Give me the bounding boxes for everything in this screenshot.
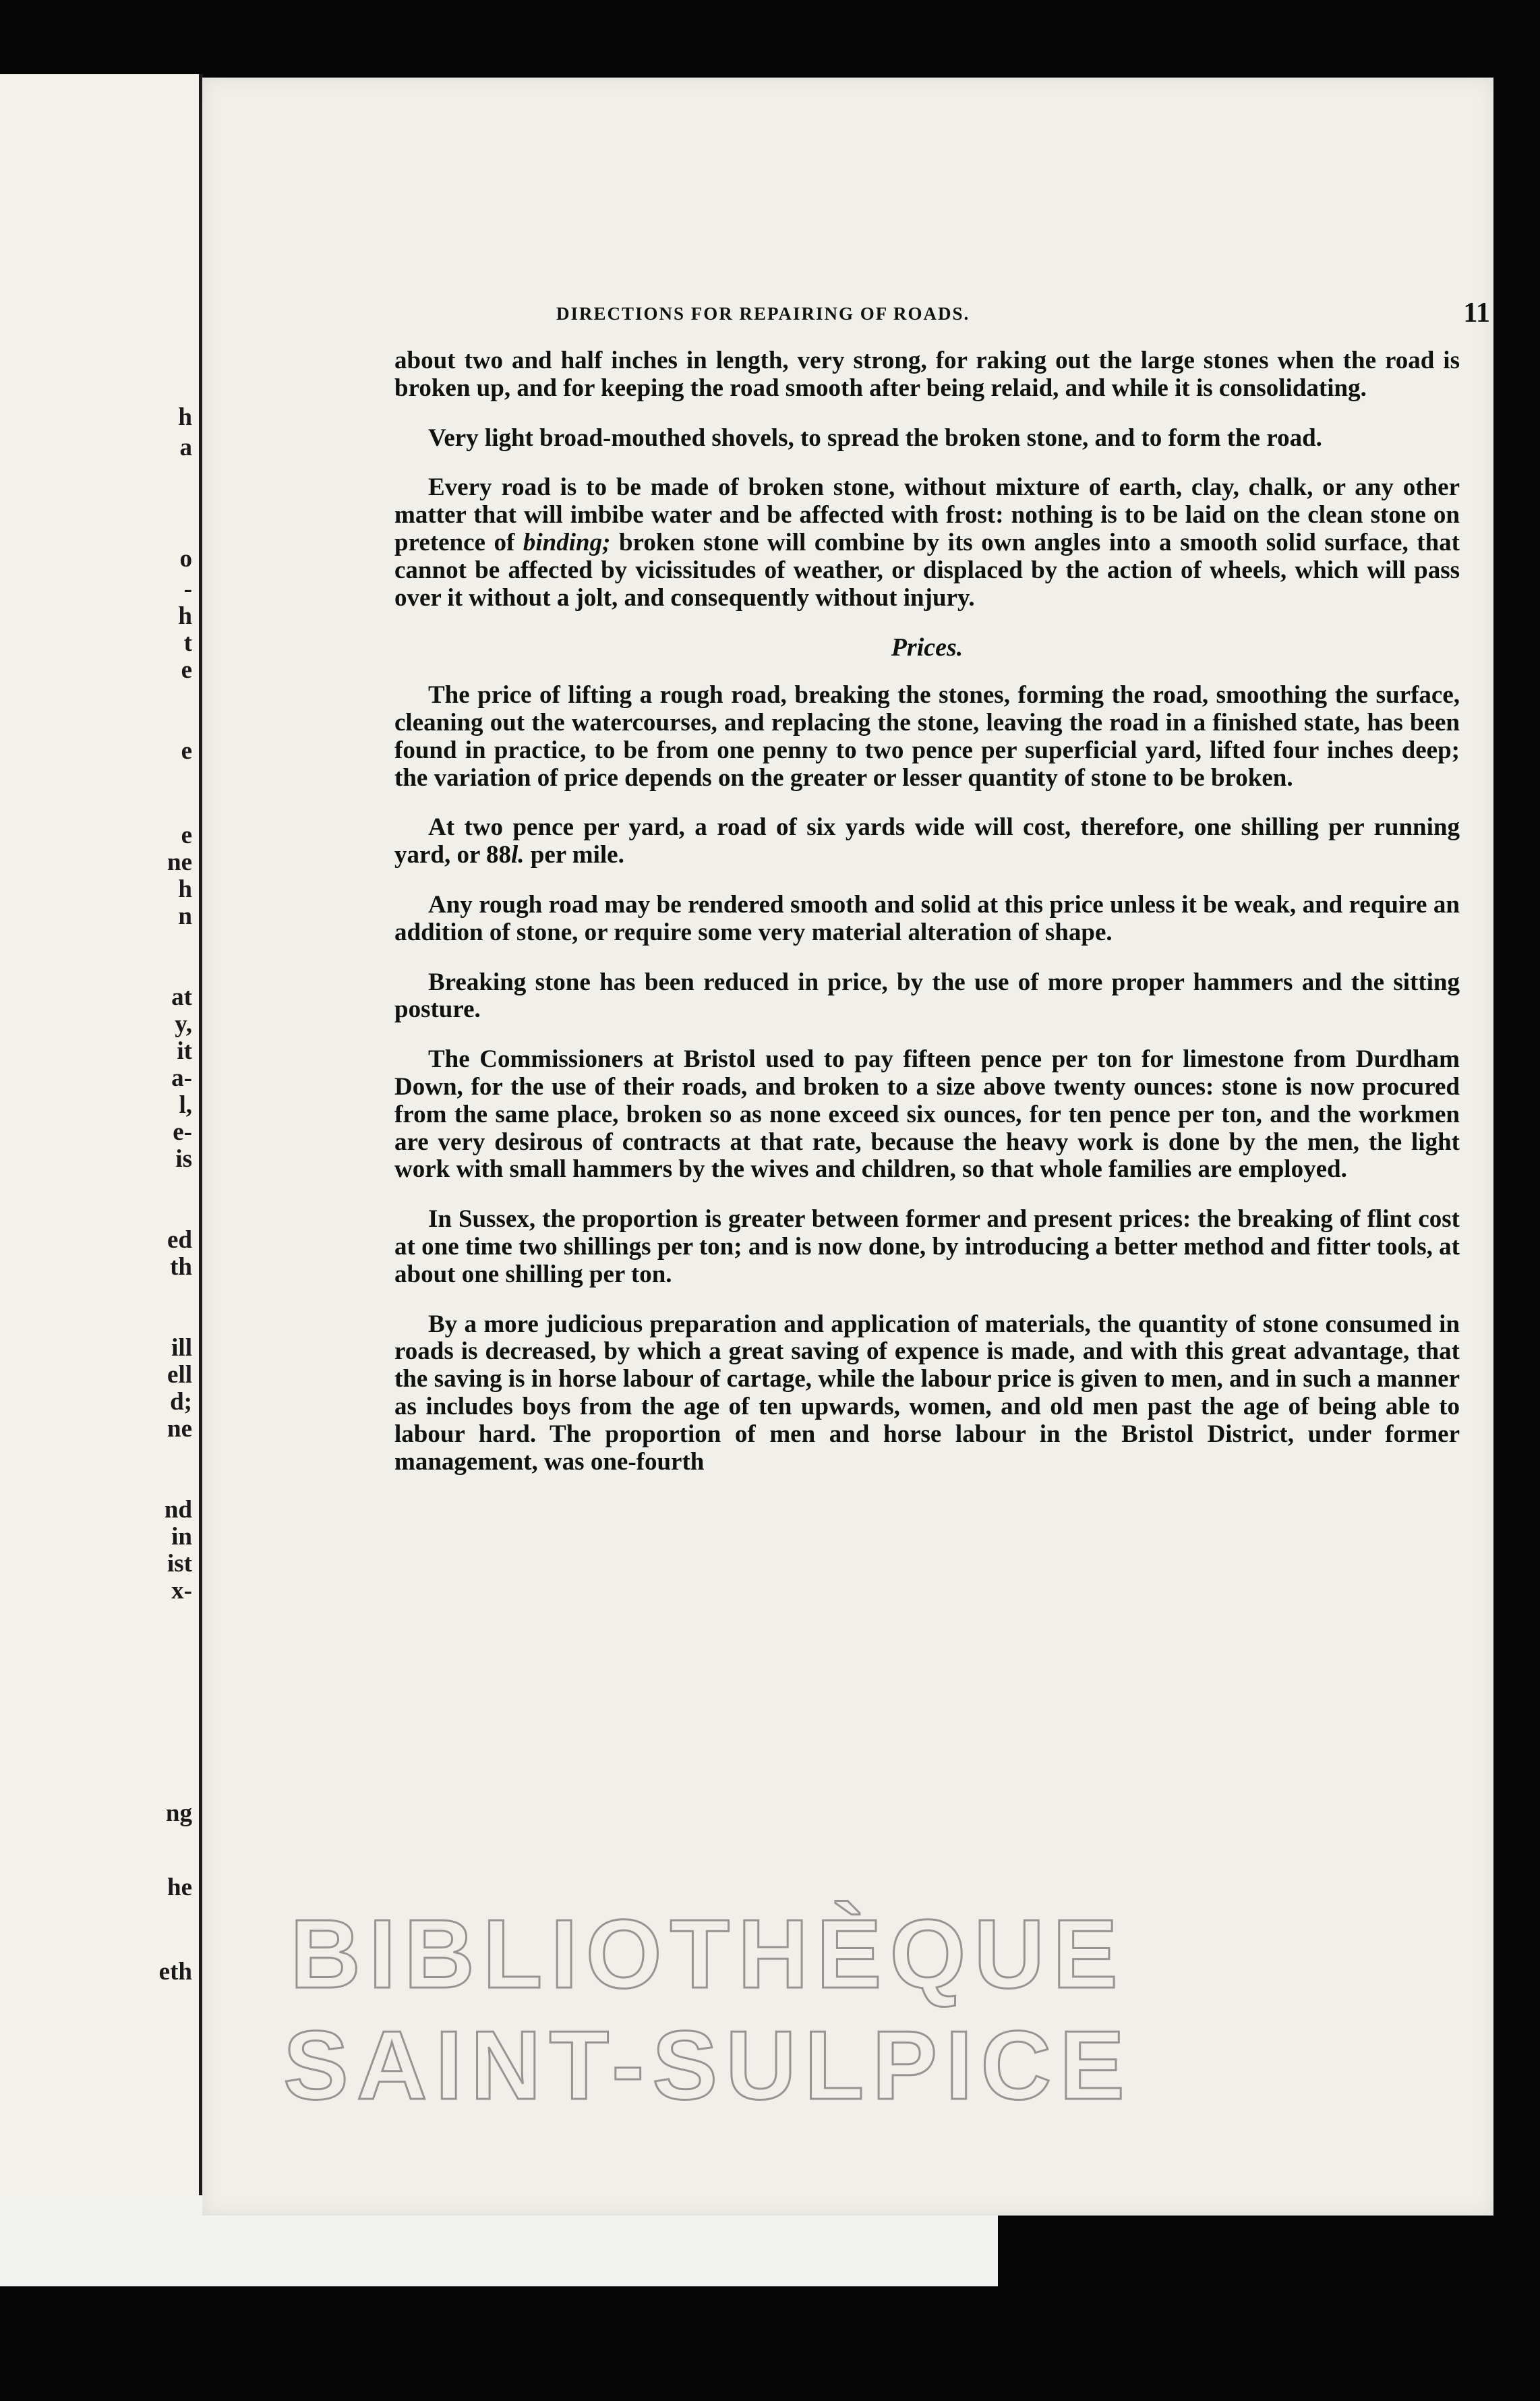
body-text	[394, 347, 1460, 1498]
stamp-line: BIBLIOTHÈQUE	[290, 1899, 1126, 2008]
left-page-fragment: o	[179, 545, 192, 573]
section-heading-prices: Prices.	[891, 633, 964, 662]
left-page-fragment: h	[178, 403, 192, 431]
left-page-fragment: ne	[167, 848, 192, 876]
running-head	[556, 297, 1490, 328]
left-page-fragment: ne	[167, 1415, 192, 1443]
left-page-fragment: at	[171, 983, 192, 1011]
left-page-fragment: h	[178, 875, 192, 903]
paragraph-text: Every road is to be made of broken stone, without mixture of earth, clay, chalk, or any other matter that will imbibe water and be affected with frost: nothing is to be laid on the clean stone on pretence of	[394, 473, 1460, 556]
paragraph: The Commissioners at Bristol used to pay fifteen pence per ton for limestone from Durdham Down, for the use of their roads, and broken to a size above twenty ounces: stone is now procured from the same place, broken so as none exceed six ounces, for ten pence per ton, and the workmen are very desirous of contracts at that rate, because the heavy work is done by the men, the light work with small hammers by the wives and children, so that whole families are employed.	[394, 1045, 1460, 1184]
left-page-fragment: t	[183, 629, 192, 657]
left-page-fragment: n	[178, 902, 192, 930]
left-page-fragment: e	[181, 737, 192, 765]
stamp-line: SAINT-SULPICE	[283, 2011, 1133, 2120]
paragraph-text: At two pence per yard, a road of six yards wide will cost, therefore, one shilling per running yard, or 88	[394, 813, 1460, 869]
left-page-fragment: it	[177, 1037, 192, 1065]
left-page-fragment: a-	[171, 1064, 192, 1092]
left-page-fragment: ill	[171, 1334, 192, 1362]
left-page-fragment: -	[183, 575, 192, 603]
left-page-fragment: ell	[167, 1361, 192, 1389]
paragraph-text: broken stone will combine by its own angles into a smooth solid surface, that cannot be affected by vicissitudes of weather, or displaced by the action of wheels, which will pass over it without a jolt, and consequently without injury.	[394, 528, 1460, 612]
left-page-fragment: ng	[165, 1799, 192, 1827]
left-page-fragment: th	[170, 1253, 192, 1281]
paragraph: about two and half inches in length, very strong, for raking out the large stones when the road is broken up, and for keeping the road smooth after being relaid, and while it is consolidating.	[394, 347, 1460, 402]
left-page-fragment: he	[167, 1874, 192, 1901]
left-page-fragment: x-	[171, 1577, 192, 1604]
paragraph	[394, 474, 1460, 612]
paragraph-text: per mile.	[524, 841, 624, 869]
left-page-fragment: e-	[173, 1118, 192, 1146]
left-page-fragment: in	[171, 1523, 192, 1551]
left-page-fragment: ed	[167, 1226, 192, 1254]
left-page-fragment: d;	[170, 1388, 192, 1416]
paragraph: By a more judicious preparation and application of materials, the quantity of stone consumed in roads is decreased, by which a great saving of expence is made, and with this great advantage, that the saving is in horse labour of cartage, while the labour price is given to men, and in such a manner as includes boys from the age of ten upwards, women, and old men past the age of being able to labour hard. The proportion of men and horse labour in the Bristol District, under former management, was one-fourth	[394, 1310, 1460, 1476]
left-page-fragment: e	[181, 656, 192, 684]
left-facing-page	[0, 74, 203, 2212]
left-page-fragment: a	[179, 434, 192, 461]
main-page	[202, 78, 1493, 2216]
left-page-fragment: eth	[158, 1958, 192, 1986]
paragraph: In Sussex, the proportion is greater between former and present prices: the breaking of flint cost at one time two shillings per ton; and is now done, by introducing a better method and fitter tools, at about one shilling per ton.	[394, 1205, 1460, 1288]
paragraph: Breaking stone has been reduced in price, by the use of more proper hammers and the sitting posture.	[394, 968, 1460, 1024]
left-page-fragment: is	[175, 1145, 192, 1173]
library-perforation-stamp	[270, 1899, 1146, 2121]
left-page-fragment: l,	[179, 1091, 192, 1119]
emphasized-word: binding;	[523, 528, 611, 556]
paragraph	[394, 814, 1460, 869]
paragraph: Very light broad-mouthed shovels, to spread the broken stone, and to form the road.	[428, 424, 1322, 452]
page-number: 11	[1463, 297, 1490, 328]
emphasized-word: l.	[511, 841, 525, 869]
paragraph: Any rough road may be rendered smooth and solid at this price unless it be weak, and require an addition of stone, or require some very material alteration of shape.	[394, 890, 1460, 946]
running-head-title: DIRECTIONS FOR REPAIRING OF ROADS.	[556, 303, 970, 324]
left-page-fragment: y,	[175, 1010, 192, 1038]
left-page-fragment: h	[178, 602, 192, 630]
left-page-fragment: e	[181, 821, 192, 849]
paragraph: The price of lifting a rough road, breaking the stones, forming the road, smoothing the surface, cleaning out the watercourses, and replacing the stone, leaving the road in a finished state, has been found in practice, to be from one penny to two pence per superficial yard, lifted four inches deep; the variation of price depends on the greater or lesser quantity of stone to be broken.	[394, 681, 1460, 792]
left-page-fragment: nd	[164, 1496, 192, 1524]
left-page-fragment: ist	[167, 1550, 192, 1578]
